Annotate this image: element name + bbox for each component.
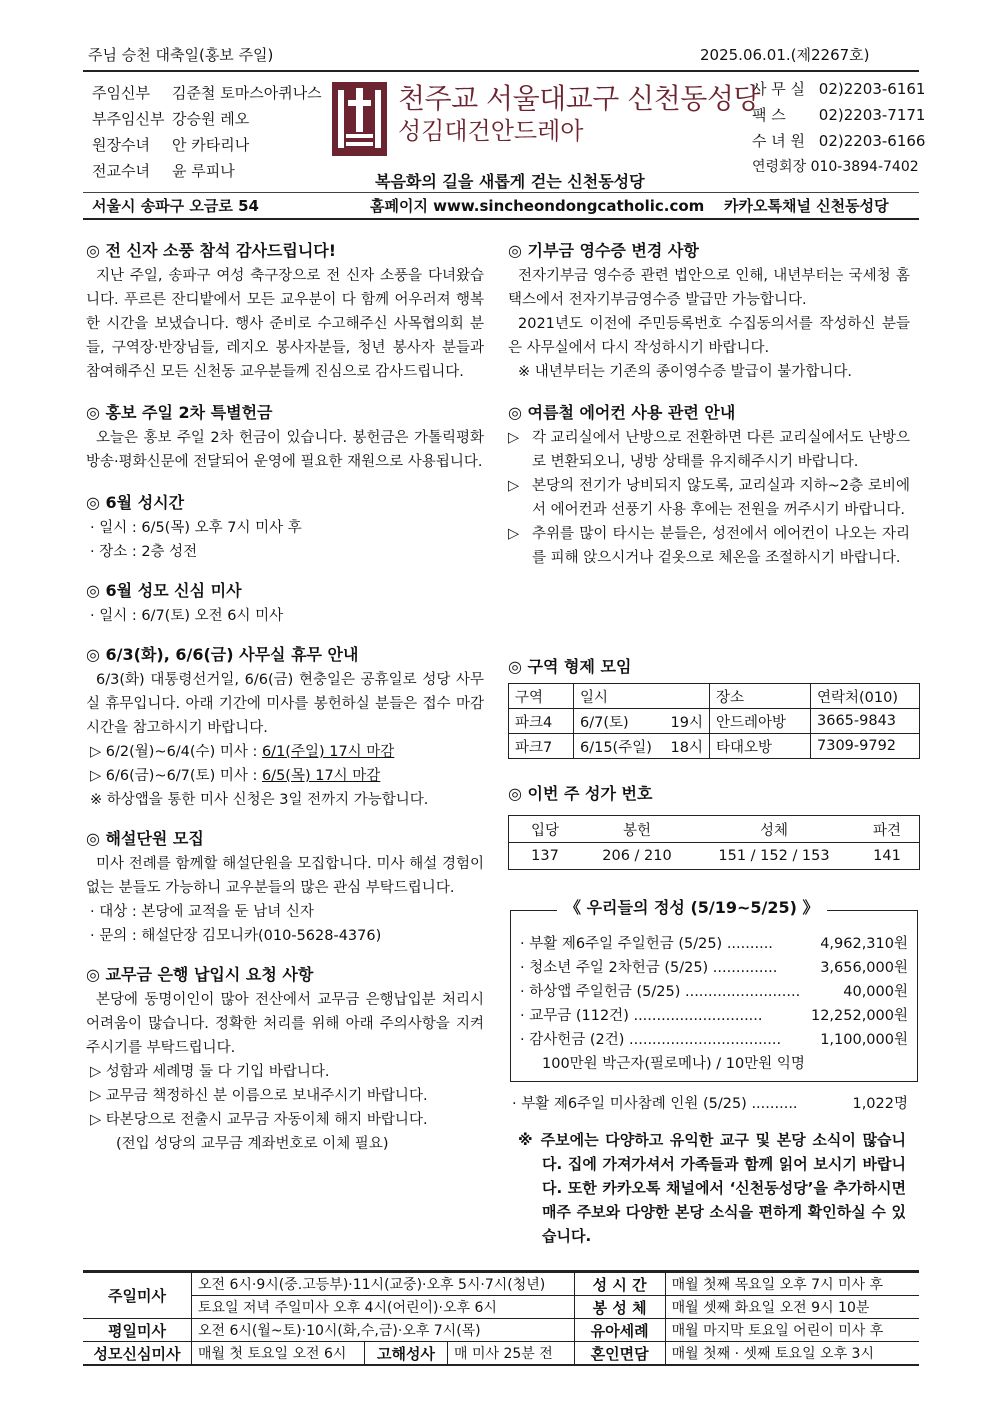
section-title: ◎ 구역 형제 모임 [508, 657, 632, 676]
list-item: ▷ 본당의 전기가 낭비되지 않도록, 교리실과 지하~2층 로비에서 에어컨과 선풍기 사용 후에는 전원을 꺼주시기 바랍니다. [508, 478, 910, 518]
staff-row: 전교수녀 윤 루피나 [92, 162, 235, 180]
table-header-row: 구역 일시 장소 연락처(010) [509, 684, 920, 709]
district-table [508, 683, 920, 759]
list-item: (전입 성당의 교무금 계좌번호로 이체 필요) [116, 1136, 389, 1152]
offering-title: 《 우리들의 정성 (5/19~5/25) 》 [557, 895, 827, 918]
list-item: · 일시 : 6/7(토) 오전 6시 미사 [90, 608, 284, 624]
section-title: ◎ 여름철 에어컨 사용 관련 안내 [508, 403, 736, 422]
list-item: ▷ 교무금 책정하신 분 이름으로 보내주시기 바랍니다. [90, 1088, 428, 1104]
section-title: ◎ 6월 성시간 [86, 493, 185, 512]
section-body: 미사 전례를 함께할 해설단원을 모집합니다. 미사 해설 경험이 없는 분들도 가능하니 교우분들의 많은 관심 부탁드립니다. [86, 856, 484, 896]
list-item: ▷ 추위를 많이 타시는 분들은, 성전에서 에어컨이 나오는 자리를 피해 앉으시거나 겉옷으로 체온을 조절하시기 바랍니다. [508, 526, 910, 566]
attendance: · 부활 제6주일 미사참례 인원 (5/25) .......... 1,022명 [512, 1096, 908, 1112]
contact-row: 팩 스 02)2203-7171 [752, 106, 926, 124]
section-title: ◎ 해설단원 모집 [86, 829, 204, 848]
kakao-channel[interactable]: 카카오톡채널 신천동성당 [724, 197, 889, 215]
contact-list [752, 76, 925, 180]
section-title: ◎ 홍보 주일 2차 특별헌금 [86, 403, 273, 422]
table-row: 파크7 6/15(주일) 18시 타대오방 7309-9792 [509, 734, 920, 759]
list-item: · 일시 : 6/5(목) 오후 7시 미사 후 [90, 520, 302, 536]
district-section [508, 654, 920, 680]
section-body: 전자기부금 영수증 관련 법안으로 인해, 내년부터는 국세청 홈택스에서 전자기부금영수증 발급만 가능합니다. [508, 268, 910, 308]
section-body: 2021년도 이전에 주민등록번호 수집동의서를 작성하신 분들은 사무실에서 다시 작성하시기 바랍니다. [508, 316, 910, 356]
table-row: 137 206 / 210 151 / 152 / 153 141 [531, 848, 901, 864]
section-body: 본당에 동명이인이 많아 전산에서 교무금 은행납입분 처리시 어려움이 많습니다. 정확한 처리를 위해 아래 주의사항을 지켜주시기를 부탁드립니다. [86, 992, 484, 1056]
table-row: 주일미사 오전 6시·9시(중.고등부)·11시(교중)·오후 5시·7시(청년) 성 시 간 매월 첫째 목요일 오후 7시 미사 후 [83, 1273, 919, 1296]
table-header-row: 입당 봉헌 성체 파견 [509, 816, 920, 843]
section-body: 지난 주일, 송파구 여성 축구장으로 전 신자 소풍을 다녀왔습니다. 푸르른 잔디밭에서 모든 교우분이 다 함께 어우러져 행복한 시간을 보냈습니다. 행사 준비로 수고해주신 사목협의회 분들, 구역장·반장님들, 레지오 봉사자분들, 청년 봉사자 분들과 참여해주신 모든 신천동 교우분들께 진심으로 감사드립니다. [86, 268, 484, 380]
sunday-name: 주님 승천 대축일(홍보 주일) [88, 46, 274, 64]
contact-row: 사 무 실 02)2203-6161 [752, 80, 926, 98]
list-item: · 청소년 주일 2차헌금 (5/25) .............. 3,656,000원 [520, 960, 908, 976]
section-title: ◎ 전 신자 소풍 참석 감사드립니다! [86, 241, 337, 260]
list-item: · 감사헌금 (2건) ................................. 1,100,000원 [520, 1032, 908, 1048]
thanks-list: 100만원 박근자(필로메나) / 10만원 익명 [542, 1056, 805, 1072]
bulletin-note: ※ 주보에는 다양하고 유익한 교구 및 본당 소식이 많습니다. 집에 가져가셔서 가족들과 함께 읽어 보시기 바랍니다. 또한 카카오톡 채널에서 ‘신천동성당’을 추가하시면 매주 주보와 다양한 본당 소식을 편하게 확인하실 수 있습니다. [518, 1131, 906, 1245]
info-rule-bottom [83, 218, 919, 220]
church-cross-icon [332, 82, 387, 156]
right-column [508, 238, 910, 570]
section-title: ◎ 이번 주 성가 번호 [508, 784, 653, 803]
sunday-mass-label: 주일미사 [83, 1273, 192, 1319]
list-item: ▷ 6/6(금)~6/7(토) 미사 : 6/5(목) 17시 마감 [90, 768, 381, 784]
staff-row: 부주임신부 강승원 레오 [92, 110, 250, 128]
list-item: · 부활 제6주일 주일헌금 (5/25) .......... 4,962,310원 [520, 936, 908, 952]
list-item: · 교무금 (112건) ............................ 12,252,000원 [520, 1008, 908, 1024]
header-rule [83, 70, 919, 72]
homepage-link[interactable]: 홈페이지 www.sincheondongcatholic.com [370, 197, 705, 215]
parish-title: 천주교 서울대교구 신천동성당 [398, 82, 760, 115]
note: ※ 내년부터는 기존의 종이영수증 발급이 불가합니다. [518, 364, 852, 380]
list-item: ▷ 6/2(월)~6/4(수) 미사 : 6/1(주일) 17시 마감 [90, 744, 395, 760]
list-item: ▷ 타본당으로 전출시 교무금 자동이체 해지 바랍니다. [90, 1112, 428, 1128]
list-item: · 장소 : 2층 성전 [90, 544, 198, 560]
parish-slogan: 복음화의 길을 새롭게 걷는 신천동성당 [375, 172, 645, 191]
section-title: ◎ 6월 성모 신심 미사 [86, 581, 242, 600]
section-title: ◎ 교무금 은행 납입시 요청 사항 [86, 965, 314, 984]
table-row: 성모신심미사 매월 첫 토요일 오전 6시 고해성사 매 미사 25분 전 혼인면담 매월 첫째 · 셋째 토요일 오후 3시 [83, 1342, 919, 1366]
info-rule-top [83, 192, 919, 193]
staff-row: 주임신부 김준철 토마스아퀴나스 [92, 84, 322, 102]
hymn-table [508, 815, 920, 870]
contact-row: 수 녀 원 02)2203-6166 [752, 132, 926, 150]
parish-patron: 성김대건안드레아 [398, 117, 584, 145]
church-logo [332, 82, 387, 156]
list-item: · 문의 : 해설단장 김모니카(010-5628-4376) [90, 928, 382, 944]
issue-date: 2025.06.01.(제2267호) [700, 46, 870, 64]
hymn-section [508, 781, 920, 807]
staff-list [92, 80, 322, 184]
section-title: ◎ 6/3(화), 6/6(금) 사무실 휴무 안내 [86, 645, 359, 664]
mass-schedule [83, 1272, 919, 1366]
list-item: · 하상앱 주일헌금 (5/25) ......................... 40,000원 [520, 984, 908, 1000]
list-item: ▷ 성함과 세례명 둘 다 기입 바랍니다. [90, 1064, 330, 1080]
table-row: 파크4 6/7(토) 19시 안드레아방 3665-9843 [509, 709, 920, 734]
note: ※ 하상앱을 통한 미사 신청은 3일 전까지 가능합니다. [90, 792, 429, 808]
address: 서울시 송파구 오금로 54 [92, 197, 259, 215]
table-row: 평일미사 오전 6시(월~토)·10시(화,수,금)·오후 7시(목) 유아세례 매월 마지막 토요일 어린이 미사 후 [83, 1319, 919, 1342]
list-item: ▷ 각 교리실에서 난방으로 전환하면 다른 교리실에서도 난방으로 변환되오니, 냉방 상태를 유지해주시기 바랍니다. [508, 430, 910, 470]
offering-list [520, 932, 908, 1076]
staff-row: 원장수녀 안 카타리나 [92, 136, 250, 154]
list-item: · 대상 : 본당에 교적을 둔 남녀 신자 [90, 904, 314, 920]
section-body: 6/3(화) 대통령선거일, 6/6(금) 현충일은 공휴일로 성당 사무실 휴무입니다. 아래 기간에 미사를 봉헌하실 분들은 접수 마감 시간을 참고하시기 바랍니다. [86, 672, 484, 736]
section-body: 오늘은 홍보 주일 2차 헌금이 있습니다. 봉헌금은 가톨릭평화방송·평화신문에 전달되어 운영에 필요한 재원으로 사용됩니다. [86, 430, 484, 470]
left-column [86, 238, 484, 1156]
table-row: 토요일 저녁 주일미사 오후 4시(어린이)·오후 6시 봉 성 체 매월 셋째 화요일 오전 9시 10분 [83, 1296, 919, 1319]
contact-row: 연령회장 010-3894-7402 [752, 159, 919, 175]
section-title: ◎ 기부금 영수증 변경 사항 [508, 241, 699, 260]
